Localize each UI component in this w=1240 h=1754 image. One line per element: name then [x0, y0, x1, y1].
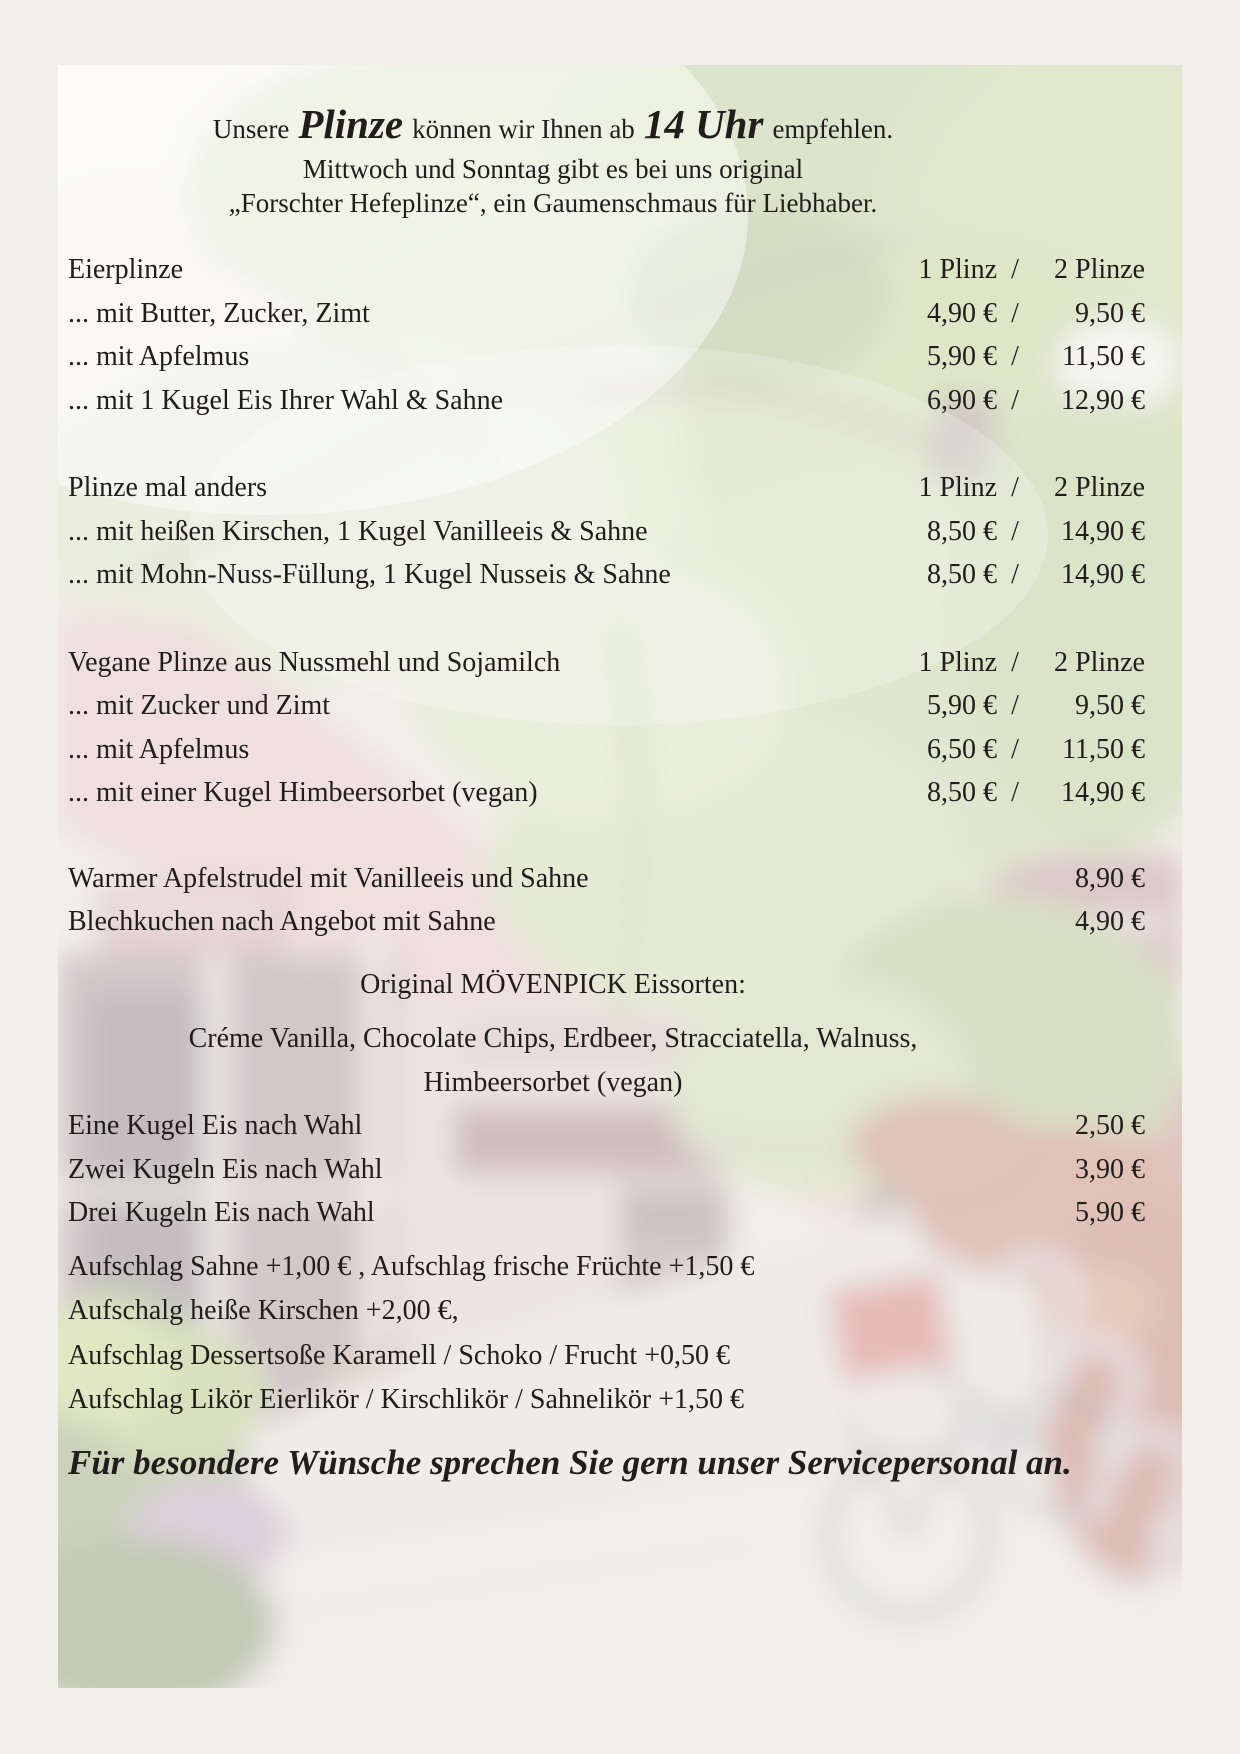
single-items [68, 857, 1145, 944]
moevenpick-flavors [68, 1017, 1038, 1104]
section-moevenpick [68, 963, 1145, 1235]
moevenpick-title: Original MÖVENPICK Eissorten: [360, 968, 746, 1000]
item-price-2: 14,90 € [1061, 559, 1145, 590]
intro-line-2: Mittwoch und Sonntag gibt es bei uns original [302, 154, 804, 184]
price-separator: / [1011, 384, 1019, 416]
intro-line1-pre: Unsere [212, 114, 290, 144]
item-price: 3,90 € [1075, 1153, 1145, 1185]
service-note: Für besondere Wünsche sprechen Sie gern unser Servicepersonal an. [68, 1442, 1072, 1482]
menu-body [68, 248, 1145, 1487]
item-price-2: 9,50 € [1075, 297, 1145, 329]
item-price: 5,90 € [1075, 1197, 1145, 1228]
flavors-line-2: Himbeersorbet (vegan) [423, 1066, 683, 1098]
item-label: Drei Kugeln Eis nach Wahl [68, 1197, 375, 1228]
menu-item-row [68, 510, 1145, 554]
item-price: 4,90 € [1075, 906, 1145, 937]
intro-line-1 [68, 101, 1038, 152]
price-columns-header [895, 466, 1145, 510]
price-col2-header: 2 Plinze [1054, 254, 1145, 285]
item-price-2: 9,50 € [1075, 690, 1145, 721]
item-prices [895, 510, 1145, 554]
menu-intro [68, 101, 1038, 220]
section-title: Vegane Plinze aus Nussmehl und Sojamilch [68, 646, 561, 678]
item-label: ... mit Apfelmus [68, 733, 250, 765]
price-separator: / [1011, 559, 1019, 590]
item-label: Warmer Apfelstrudel mit Vanilleeis und Sahne [68, 862, 589, 894]
section-title: Eierplinze [68, 254, 184, 285]
price-separator: / [1011, 646, 1019, 678]
menu-item-row [68, 857, 1145, 901]
price-col2-header: 2 Plinze [1054, 646, 1145, 678]
menu-item-row [68, 900, 1145, 944]
item-label: Blechkuchen nach Angebot mit Sahne [68, 906, 496, 937]
price-columns-header [895, 641, 1145, 685]
menu-page [58, 65, 1182, 1688]
menu-item-row [68, 728, 1145, 772]
menu-item-row [68, 553, 1145, 597]
section-plinze-mal-anders [68, 466, 1145, 597]
price-col2-header: 2 Plinze [1054, 472, 1145, 503]
item-prices [895, 335, 1145, 379]
intro-line1-mid: können wir Ihnen ab [412, 114, 635, 144]
item-price-1: 5,90 € [927, 341, 997, 372]
surcharge-line: Aufschlag Dessertsoße Karamell / Schoko / Frucht +0,50 € [68, 1339, 730, 1371]
price-col1-header: 1 Plinz [918, 472, 997, 503]
item-label: ... mit einer Kugel Himbeersorbet (vegan) [68, 777, 538, 808]
item-price-2: 12,90 € [1061, 384, 1145, 416]
price-columns-header [895, 248, 1145, 292]
menu-item-row [68, 335, 1145, 379]
intro-plinze-emphasis: Plinze [298, 101, 404, 147]
item-price-1: 4,90 € [927, 297, 997, 329]
item-label: ... mit Mohn-Nuss-Füllung, 1 Kugel Nusseis & Sahne [68, 559, 671, 590]
item-label: ... mit 1 Kugel Eis Ihrer Wahl & Sahne [68, 384, 504, 416]
item-price: 2,50 € [1075, 1110, 1145, 1141]
item-price-2: 11,50 € [1062, 341, 1145, 372]
item-prices [895, 379, 1145, 423]
section-header-row [68, 466, 1145, 510]
item-price-2: 11,50 € [1062, 733, 1145, 765]
section-vegane-plinze [68, 641, 1145, 815]
surcharge-line: Aufschalg heiße Kirschen +2,00 €, [68, 1295, 459, 1326]
item-label: ... mit Butter, Zucker, Zimt [68, 297, 370, 329]
price-separator: / [1011, 254, 1019, 285]
item-price-2: 14,90 € [1061, 777, 1145, 808]
price-separator: / [1011, 297, 1019, 329]
intro-time-emphasis: 14 Uhr [643, 101, 764, 147]
item-prices [895, 771, 1145, 815]
item-label: ... mit Apfelmus [68, 341, 250, 372]
price-separator: / [1011, 341, 1019, 372]
item-label: ... mit heißen Kirschen, 1 Kugel Vanilleeis & Sahne [68, 515, 648, 547]
menu-item-row [68, 684, 1145, 728]
item-price-1: 8,50 € [927, 777, 997, 808]
price-separator: / [1011, 777, 1019, 808]
price-separator: / [1011, 690, 1019, 721]
surcharges-list [68, 1245, 1145, 1423]
menu-item-row [68, 379, 1145, 423]
price-separator: / [1011, 515, 1019, 547]
item-price-2: 14,90 € [1061, 515, 1145, 547]
item-price: 8,90 € [1075, 862, 1145, 894]
item-price-1: 6,50 € [927, 733, 997, 765]
menu-item-row [68, 1104, 1145, 1148]
menu-item-row [68, 771, 1145, 815]
surcharge-line: Aufschlag Likör Eierlikör / Kirschlikör / Sahnelikör +1,50 € [68, 1384, 744, 1415]
item-prices [895, 728, 1145, 772]
flavors-line-1: Créme Vanilla, Chocolate Chips, Erdbeer, Stracciatella, Walnuss, [188, 1023, 918, 1054]
menu-item-row [68, 292, 1145, 336]
item-price-1: 6,90 € [927, 384, 997, 416]
item-price-1: 8,50 € [927, 515, 997, 547]
section-title: Plinze mal anders [68, 472, 268, 503]
item-label: Eine Kugel Eis nach Wahl [68, 1110, 363, 1141]
menu-item-row [68, 1191, 1145, 1235]
section-eierplinze [68, 248, 1145, 422]
item-prices [895, 292, 1145, 336]
item-price-1: 5,90 € [927, 690, 997, 721]
item-label: ... mit Zucker und Zimt [68, 690, 331, 721]
item-label: Zwei Kugeln Eis nach Wahl [68, 1153, 383, 1185]
price-col1-header: 1 Plinz [918, 646, 997, 678]
price-separator: / [1011, 472, 1019, 503]
section-header-row [68, 641, 1145, 685]
menu-item-row [68, 1148, 1145, 1192]
item-prices [895, 684, 1145, 728]
price-col1-header: 1 Plinz [918, 254, 997, 285]
surcharge-line: Aufschlag Sahne +1,00 € , Aufschlag frische Früchte +1,50 € [68, 1250, 755, 1282]
item-prices [895, 553, 1145, 597]
section-header-row [68, 248, 1145, 292]
price-separator: / [1011, 733, 1019, 765]
item-price-1: 8,50 € [927, 559, 997, 590]
intro-line1-post: empfehlen. [772, 114, 894, 144]
intro-line-3: „Forschter Hefeplinze“, ein Gaumenschmaus für Liebhaber. [228, 188, 878, 218]
